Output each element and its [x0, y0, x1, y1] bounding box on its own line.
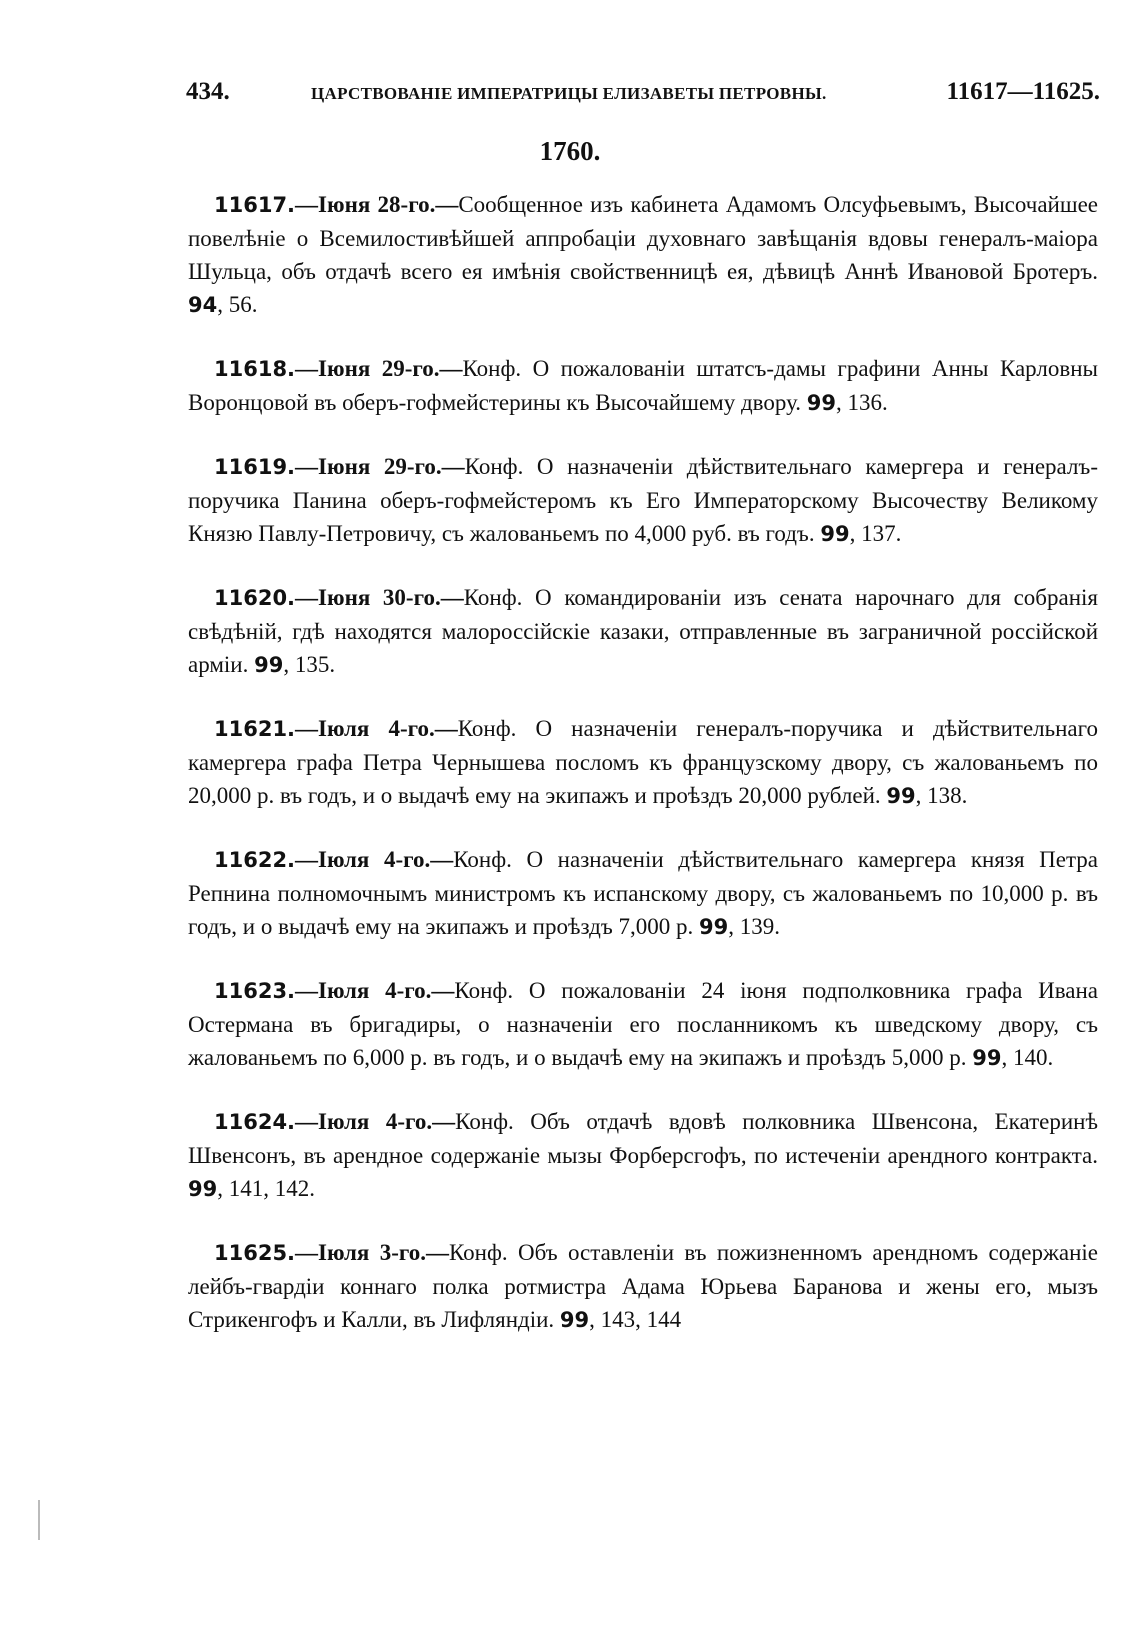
- entry: [188, 712, 1098, 813]
- entry-text: Конф. О командированіи изъ сената нарочнаго для собранія свѣдѣній, гдѣ находятся малороссійскіе казаки, отправленные въ заграничной россійской арміи.: [188, 585, 1098, 677]
- entry-number: 11618.: [214, 357, 296, 381]
- entry-volume: 99: [806, 391, 836, 415]
- entry-pages: , 138.: [915, 783, 968, 808]
- entry: [188, 974, 1098, 1075]
- entry-text: Конф. О пожалованіи штатсъ-дамы графини Анны Карловны Воронцовой въ оберъ-гофмейстерины къ Высочайшему двору.: [188, 356, 1098, 415]
- entry: [188, 188, 1098, 322]
- running-title: ЦАРСТВОВАНІЕ ИМПЕРАТРИЦЫ ЕЛИЗАВЕТЫ ПЕТРОВНЫ.: [311, 84, 827, 103]
- entry-number: 11624.: [214, 1110, 296, 1134]
- entry-date: —Іюня 28-го.—: [295, 192, 459, 217]
- entry-pages: , 135.: [283, 652, 336, 677]
- entry-number: 11620.: [214, 586, 296, 610]
- entry-number: 11623.: [214, 979, 296, 1003]
- entry-date: —Іюня 30-го.—: [295, 585, 464, 610]
- entry-volume: 99: [188, 1177, 218, 1201]
- entry-text: Конф. О назначеніи дѣйствительнаго камергера и генералъ-поручика Панина оберъ-гофмейстеромъ къ Его Императорскому Высочеству Великому Князю Павлу-Петровичу, съ жалованьемъ по 4,000 руб. въ годъ.: [188, 454, 1098, 546]
- entries-list: [188, 188, 1098, 1367]
- page-header: [186, 78, 1100, 118]
- entry-date: —Іюля 4-го.—: [295, 716, 458, 741]
- entry-number: 11619.: [214, 455, 296, 479]
- entry-pages: , 141, 142.: [217, 1176, 315, 1201]
- entry-volume: 99: [972, 1046, 1002, 1070]
- entry-pages: , 140.: [1001, 1045, 1054, 1070]
- entry-volume: 99: [698, 915, 729, 939]
- entry-date: —Іюля 4-го.—: [295, 978, 455, 1003]
- entry-pages: , 137.: [849, 521, 902, 546]
- entry-text: Конф. О назначеніи дѣйствительнаго камергера князя Петра Репнина полномочнымъ министромъ къ испанскому двору, съ жалованьемъ по 10,000 р. въ годъ, и о выдачѣ ему на экипажъ и проѣздъ 7,000 р.: [188, 847, 1098, 939]
- entry-volume: 99: [254, 653, 284, 677]
- entry-volume: 99: [886, 784, 916, 808]
- entry-number: 11617.: [214, 193, 296, 217]
- entry-pages: , 136.: [836, 390, 888, 415]
- year-heading: 1760.: [539, 136, 601, 166]
- entry: [188, 581, 1098, 682]
- entry-volume: 99: [559, 1308, 590, 1332]
- entry-volume: 99: [820, 522, 850, 546]
- entry-pages: , 139.: [728, 914, 780, 939]
- entry-date: —Іюля 4-го.—: [295, 1109, 456, 1134]
- entry-date: —Іюня 29-го.—: [295, 356, 463, 381]
- entry-pages: , 143, 144: [589, 1307, 682, 1332]
- scan-edge-mark: [38, 1500, 40, 1540]
- entry-date: —Іюля 3-го.—: [295, 1240, 449, 1265]
- entry-text: Сообщенное изъ кабинета Адамомъ Олсуфьевымъ, Высочайшее повелѣніе о Всемилостивѣйшей аппробаціи духовнаго завѣщанія вдовы генералъ-маіора Шульца, объ отдачѣ всего ея имѣнія свойственницѣ ея, дѣвицѣ Аннѣ Ивановой Бротеръ.: [188, 192, 1098, 284]
- entry: [188, 352, 1098, 420]
- entry-date: —Іюля 4-го.—: [295, 847, 454, 872]
- entry-number: 11625.: [214, 1241, 296, 1265]
- entry-text: Конф. О назначеніи генералъ-поручика и дѣйствительнаго камергера графа Петра Чернышева посломъ къ французскому двору, съ жалованьемъ по 20,000 р. въ годъ, и о выдачѣ ему на экипажъ и проѣздъ 20,000 рублей.: [188, 716, 1098, 808]
- entry-number: 11621.: [214, 717, 296, 741]
- entry-text: Конф. Объ отдачѣ вдовѣ полковника Швенсона, Екатеринѣ Швенсонъ, въ арендное содержаніе мызы Форберсгофъ, по истеченіи арендного контракта.: [188, 1109, 1098, 1168]
- entry-pages: , 56.: [217, 292, 258, 317]
- entry: [188, 450, 1098, 551]
- entry-range: 11617—11625.: [946, 78, 1100, 105]
- entry: [188, 1105, 1098, 1206]
- entry: [188, 843, 1098, 944]
- entry: [188, 1236, 1098, 1337]
- entry-number: 11622.: [214, 848, 296, 872]
- entry-text: Конф. О пожалованіи 24 іюня подполковника графа Ивана Остермана въ бригадиры, о назначеніи его посланникомъ къ шведскому двору, съ жалованьемъ по 6,000 р. въ годъ, и о выдачѣ ему на экипажъ и проѣздъ 5,000 р.: [188, 978, 1098, 1070]
- entry-volume: 94: [188, 293, 218, 317]
- entry-text: Конф. Объ оставленіи въ пожизненномъ арендномъ содержаніе лейбъ-гвардіи коннаго полка ротмистра Адама Юрьева Баранова и жены его, мызъ Стрикенгофъ и Калли, въ Лифляндіи.: [188, 1240, 1098, 1332]
- page-number: 434.: [186, 78, 230, 105]
- entry-date: —Іюня 29-го.—: [295, 454, 465, 479]
